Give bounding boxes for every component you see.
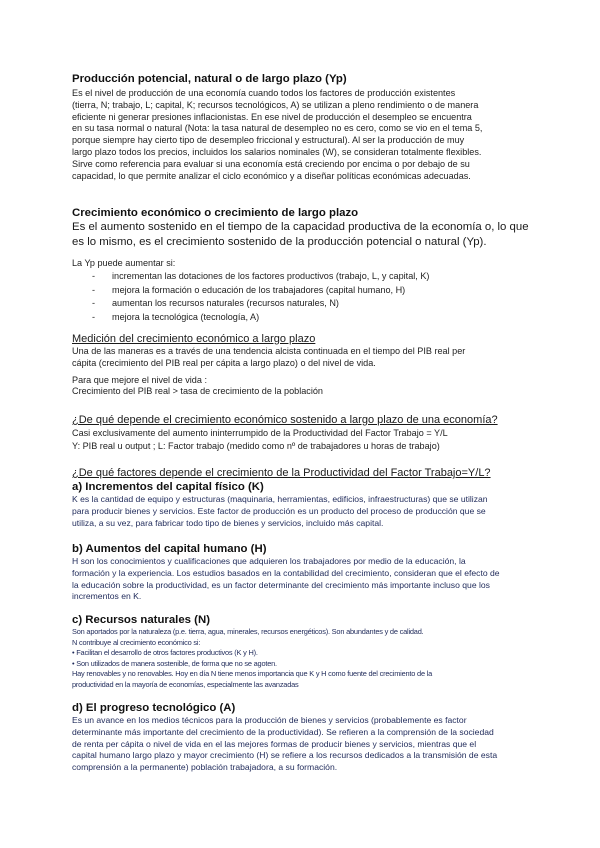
paragraph-line: Crecimiento del PIB real > tasa de crecimiento de la población: [72, 386, 323, 397]
section-title: ¿De qué factores depende el crecimiento de la Productividad del Factor Trabajo=Y/L?: [72, 467, 491, 479]
factor-title: b) Aumentos del capital humano (H): [72, 543, 267, 555]
factor-physical-capital: [72, 480, 532, 529]
paragraph-line: Y: PIB real u output ; L: Factor trabajo (medido como nº de trabajadores u horas de trabajo): [72, 441, 440, 451]
paragraph-line: Es el nivel de producción de una economía cuando todos los factores de producción existentes: [72, 88, 456, 98]
paragraph-line: incrementos en K.: [72, 591, 142, 602]
paragraph-line: Es un avance en los medios técnicos para la producción de bienes y servicios (probablemente es factor: [72, 715, 467, 725]
list-item: - aumentan los recursos naturales (recursos naturales, N): [92, 298, 339, 309]
paragraph-line: comprensión a la permanente) población trabajadora, a su formación.: [72, 762, 338, 773]
paragraph-line: Sirve como referencia para evaluar si una economía está creciendo por encima o por debajo de su: [72, 158, 470, 169]
paragraph-line: de renta per cápita o nivel de vida en el las mejores formas de producir bienes y servicios, mientras que el: [72, 738, 477, 749]
paragraph-line: Es el aumento sostenido en el tiempo de la capacidad productiva de la economía o, lo que: [72, 221, 529, 233]
paragraph-line: es lo mismo, es el crecimiento sostenido de la producción potencial o natural (Yp).: [72, 235, 487, 248]
paragraph-line: utiliza, a su vez, para fabricar todo tipo de bienes y servicios, incluido más capital.: [72, 517, 384, 528]
list-intro: La Yp puede aumentar si:: [72, 258, 176, 268]
section-title: Producción potencial, natural o de largo plazo (Yp): [72, 73, 347, 85]
list-item: - mejora la tecnológica (tecnología, A): [92, 311, 260, 322]
conditions-list: [72, 270, 532, 324]
paragraph-line: Casi exclusivamente del aumento ininterrumpido de la Productividad del Factor Trabajo = Y/L: [72, 428, 448, 438]
section-title: ¿De qué depende el crecimiento económico sostenido a largo plazo de una economía?: [72, 414, 498, 426]
yp-growth-conditions: [72, 257, 532, 324]
paragraph-line: porque siempre hay cierto tipo de desempleo friccional y estructural). Al ser la producción de muy: [72, 135, 465, 146]
paragraph-line: • Facilitan el desarrollo de otros factores productivos (K y H).: [72, 648, 258, 658]
paragraph-line: (tierra, N; trabajo, L; capital, K; recursos tecnológicos, A) se utilizan a pleno rendimiento o de manera: [72, 99, 479, 110]
paragraph-line: Para que mejore el nivel de vida :: [72, 374, 207, 385]
section-depends: [72, 413, 542, 453]
paragraph-line: en su tasa normal o natural (Nota: la tasa natural de desempleo no es cero, como se vio en el tema 5,: [72, 123, 483, 134]
paragraph-line: N contribuye al crecimiento económico si:: [72, 637, 201, 647]
paragraph-line: eficiente ni generar presiones inflacionistas. En ese nivel de producción el desempleo se encuentra: [72, 111, 472, 122]
section-title: Crecimiento económico o crecimiento de largo plazo: [72, 207, 359, 219]
paragraph-line: la educación sobre la productividad, es un factor determinante del crecimiento más importante incluso que los: [72, 579, 490, 590]
section-economic-growth: [72, 206, 532, 249]
paragraph-line: • Son utilizados de manera sostenible, de forma que no se agoten.: [72, 658, 277, 668]
paragraph-line: formación y la experiencia. Los estudios basados en la contabilidad del crecimiento, consideran que el efecto de: [72, 567, 500, 578]
factor-title: d) El progreso tecnológico (A): [72, 702, 236, 714]
paragraph-line: productividad en la mayoría de economías, especialmente las avanzadas: [72, 679, 299, 689]
section-factors: [72, 466, 542, 480]
paragraph-line: capacidad, lo que permite analizar el ciclo económico y a diseñar políticas económicas adecuadas.: [72, 170, 471, 181]
paragraph-line: cápita (crecimiento del PIB real per cápita a largo plazo) o del nivel de vida.: [72, 357, 376, 368]
factor-human-capital: [72, 542, 532, 603]
list-item: - incrementan las dotaciones de los factores productivos (trabajo, L, y capital, K): [92, 271, 430, 282]
list-item: - mejora la formación o educación de los trabajadores (capital humano, H): [92, 284, 406, 295]
paragraph-line: Son aportados por la naturaleza (p.e. tierra, agua, minerales, recursos energéticos). Son abundantes y de calidad.: [72, 627, 424, 636]
paragraph-line: para producir bienes y servicios. Este factor de producción es un producto del proceso de producción que se: [72, 505, 486, 516]
paragraph-line: H son los conocimientos y cualificaciones que adquieren los trabajadores por medio de la educación, la: [72, 556, 466, 566]
paragraph-line: determinante más importante del crecimiento de la productividad). Se refieren a la comprensión de la sociedad: [72, 726, 494, 737]
factor-technological-progress: [72, 701, 532, 774]
paragraph-line: Hay renovables y no renovables. Hoy en día N tiene menos importancia que K y H como fuente del crecimiento de la: [72, 669, 433, 679]
factor-title: c) Recursos naturales (N): [72, 614, 210, 626]
section-potential-output: [72, 72, 532, 182]
paragraph-line: K es la cantidad de equipo y estructuras (maquinaria, herramientas, edificios, infraestructuras) que se utilizan: [72, 494, 488, 504]
section-measurement: [72, 332, 532, 398]
paragraph-line: capital humano largo plazo y mayor crecimiento (H) se refiere a los recursos dedicados a la transmisión de esta: [72, 750, 498, 761]
section-title: Medición del crecimiento económico a largo plazo: [72, 333, 316, 345]
paragraph-line: largo plazo todos los precios, incluidos los salarios nominales (W), se consideran totalmente flexibles.: [72, 146, 482, 157]
factor-title: a) Incrementos del capital físico (K): [72, 481, 264, 493]
paragraph-line: Una de las maneras es a través de una tendencia alcista continuada en el tiempo del PIB real per: [72, 346, 466, 356]
factor-natural-resources: [72, 613, 532, 691]
